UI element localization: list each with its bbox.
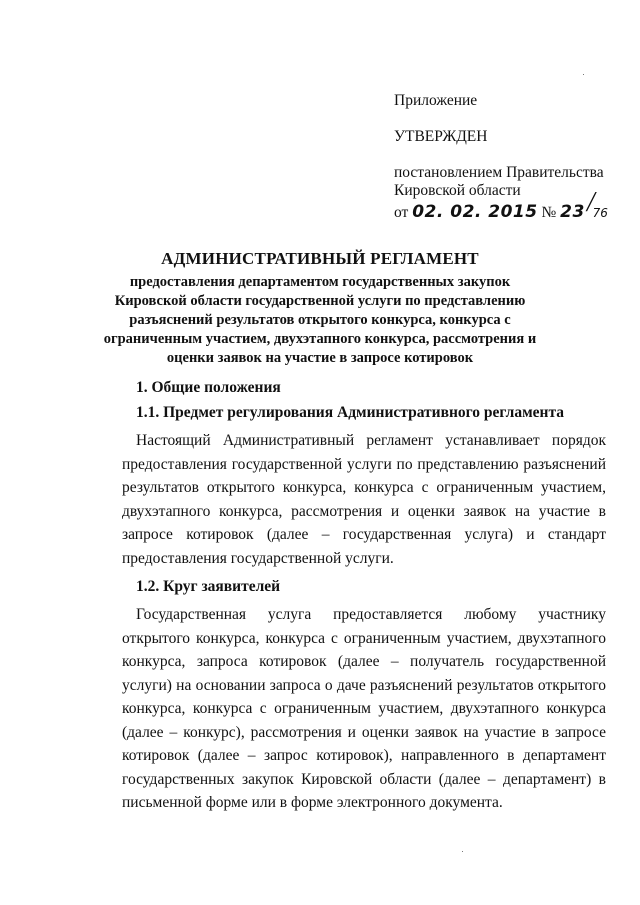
scan-speck <box>462 851 463 852</box>
section-heading-1: 1. Общие положения <box>136 379 281 396</box>
document-subtitle: предоставления департаментом государственных закупок Кировской области государственной услуги по представлению разъяснений результатов открытого конкурса, конкурса с ограниченным участием, двухэтапного конкурса, рассмотрения и оценки заявок на участие в запросе котировок <box>103 274 537 366</box>
resolution-line-2: Кировской области <box>394 182 521 199</box>
section-heading-1-2: 1.2. Круг заявителей <box>136 578 281 595</box>
approval-block <box>394 92 624 222</box>
date-prefix: от <box>394 204 409 221</box>
paragraph-1-2-text: Государственная услуга предоставляется любому участнику открытого конкурса, конкурса с ограниченным участием, двухэтапного конкурса, запроса котировок (далее – получатель государственной услуги) на основании запроса о даче разъяснений результатов открытого конкурса, конкурса с ограниченным участием, двухэтапного конкурса (далее – конкурс), рассмотрения и оценки заявок на участие в запросе котировок (далее – запрос котировок), направленного в департамент государственных закупок Кировской области (далее – департамент) в письменной форме или в форме электронного документа. <box>122 606 606 811</box>
number-sign: № <box>541 204 557 221</box>
handwritten-date: 02. 02. 2015 <box>412 202 538 222</box>
title-block <box>95 249 545 368</box>
resolution-line-1: постановлением Правительства <box>394 164 604 181</box>
paragraph-1-1 <box>122 429 606 570</box>
document-title: АДМИНИСТРАТИВНЫЙ РЕГЛАМЕНТ <box>161 249 479 268</box>
approved-label: УТВЕРЖДЕН <box>394 128 488 145</box>
handwritten-number: 23 <box>560 202 585 222</box>
paragraph-1-2 <box>122 603 606 815</box>
appendix-label: Приложение <box>394 92 478 109</box>
paragraph-1-1-text: Настоящий Административный регламент устанавливает порядок предоставления государственной услуги по представлению разъяснений результатов открытого конкурса, конкурса с ограниченным участием, двухэтапного конкурса, рассмотрения и оценки заявок на участие в запросе котировок (далее – государственная услуга) и стандарт предоставления государственной услуги. <box>122 432 606 567</box>
handwritten-number-suffix: 76 <box>592 206 608 220</box>
scan-speck <box>583 74 584 75</box>
section-heading-1-1: 1.1. Предмет регулирования Административного регламента <box>136 404 565 421</box>
handwritten-slash: / <box>586 187 595 218</box>
